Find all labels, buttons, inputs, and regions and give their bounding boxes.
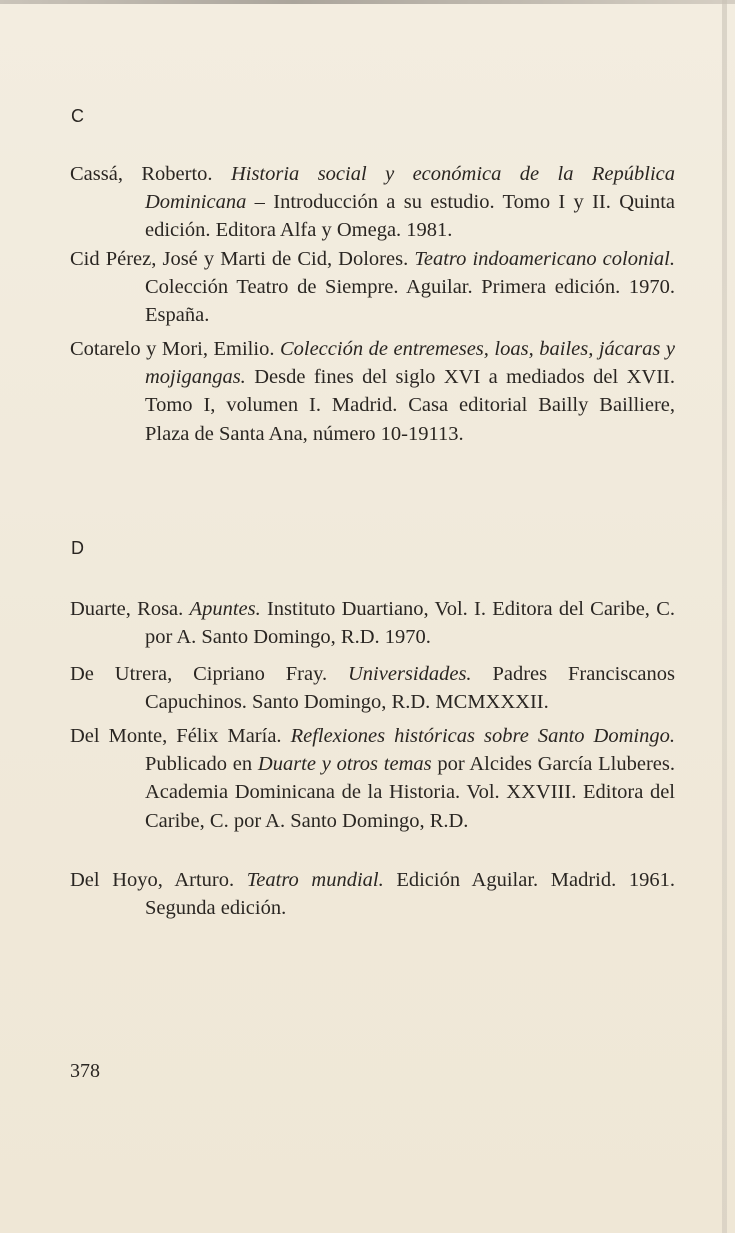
bibliography-entry-duarte bbox=[70, 595, 675, 651]
entry-details: Colección Teatro de Siempre. Aguilar. Primera edición. 1970. España. bbox=[145, 276, 675, 327]
entry-title: Historia social y económica de la República Dominicana bbox=[145, 163, 675, 214]
bibliography-entry-del-hoyo bbox=[70, 866, 675, 922]
entry-details-secondary: por Alcides García Lluberes. Academia Dominicana de la Historia. Vol. XXVIII. Editora del Caribe, C. por A. Santo Domingo, R.D. bbox=[145, 753, 675, 832]
page-number: 378 bbox=[70, 1060, 100, 1082]
entry-details: Instituto Duartiano, Vol. I. Editora del Caribe, C. por A. Santo Domingo, R.D. 1970. bbox=[145, 598, 675, 649]
entry-details: – Introducción a su estudio. Tomo I y II. Quinta edición. Editora Alfa y Omega. 1981. bbox=[145, 191, 675, 242]
entry-author: Del Hoyo, Arturo. bbox=[70, 869, 247, 891]
entry-title: Apuntes. bbox=[189, 598, 261, 620]
entry-title-secondary: Duarte y otros temas bbox=[257, 753, 432, 776]
bibliography-entry-cotarelo bbox=[70, 335, 675, 448]
entry-details: Padres Franciscanos Capuchinos. Santo Domingo, R.D. MCMXXXII. bbox=[145, 663, 675, 714]
entry-author: Duarte, Rosa. bbox=[70, 598, 190, 620]
entry-author: Del Monte, Félix María. bbox=[70, 725, 291, 747]
bibliography-entry-del-monte bbox=[70, 722, 675, 835]
entry-title: Reflexiones históricas sobre Santo Domingo. bbox=[290, 725, 675, 747]
entry-author: Cid Pérez, José y Marti de Cid, Dolores. bbox=[70, 248, 415, 270]
entry-author: Cassá, Roberto. bbox=[70, 163, 231, 185]
bibliography-entry-cid-perez bbox=[70, 245, 675, 330]
page-top-edge bbox=[0, 0, 735, 4]
entry-title: Teatro mundial. bbox=[246, 869, 384, 891]
entry-details: Edición Aguilar. Madrid. 1961. Segunda edición. bbox=[145, 869, 675, 920]
entry-title: Universidades. bbox=[348, 663, 472, 685]
entry-title: Colección de entremeses, loas, bailes, jácaras y mojigangas. bbox=[145, 338, 675, 389]
page-right-edge bbox=[722, 0, 727, 1233]
entry-details: Desde fines del siglo XVI a mediados del XVII. Tomo I, volumen I. Madrid. Casa editorial Bailly Bailliere, Plaza de Santa Ana, número 10-19113. bbox=[145, 366, 675, 445]
bibliography-entry-de-utrera bbox=[70, 660, 675, 716]
entry-author: De Utrera, Cipriano Fray. bbox=[70, 663, 348, 685]
section-letter-c: C bbox=[71, 106, 84, 126]
entry-title: Teatro indoamericano colonial. bbox=[414, 248, 675, 270]
entry-details: Publicado en bbox=[145, 753, 258, 776]
section-letter-d: D bbox=[71, 538, 84, 558]
entry-author: Cotarelo y Mori, Emilio. bbox=[70, 338, 280, 360]
bibliography-entry-cassa bbox=[70, 160, 675, 245]
